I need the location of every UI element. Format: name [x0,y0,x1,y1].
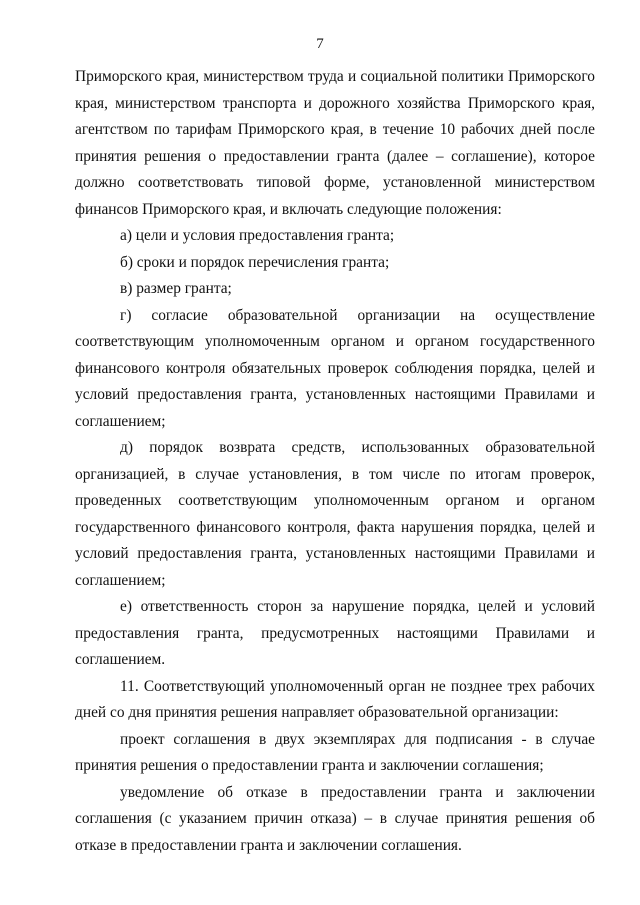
paragraph-11: 11. Соответствующий уполномоченный орган не позднее трех рабочих дней со дня принятия решения направляет образовательной организации: [75,677,595,721]
list-item-d: д) порядок возврата средств, использованных образовательной организацией, в случае установления, в том числе по итогам проверок, проведенных соответствующим уполномоченным органом и органом государственного финансового контроля, факта нарушения порядка, целей и условий предоставления гранта, установленных настоящими Правилами и соглашением; [75,439,595,589]
document-body [75,64,595,859]
list-item-g: г) согласие образовательной организации на осуществление соответствующим уполномоченным органом и органом государственного финансового контроля обязательных проверок соблюдения порядка, целей и условий предоставления гранта, установленных настоящими Правилами и соглашением; [75,306,595,430]
list-item-e: е) ответственность сторон за нарушение порядка, целей и условий предоставления гранта, предусмотренных настоящими Правилами и соглашением. [75,598,595,668]
paragraph-draft-agreement: проект соглашения в двух экземплярах для подписания - в случае принятия решения о предоставлении гранта и заключении соглашения; [75,730,595,774]
paragraph-continuation: Приморского края, министерством труда и социальной политики Приморского края, министерством транспорта и дорожного хозяйства Приморского края, агентством по тарифам Приморского края, в течение 10 рабочих дней после принятия решения о предоставлении гранта (далее – соглашение), которое должно соответствовать типовой форме, установленной министерством финансов Приморского края, и включать следующие положения: [75,68,595,218]
page-number: 7 [316,36,324,52]
list-item-b: б) сроки и порядок перечисления гранта; [120,253,390,271]
list-item-a: а) цели и условия предоставления гранта; [120,227,395,244]
paragraph-refusal-notice: уведомление об отказе в предоставлении гранта и заключении соглашения (с указанием причин отказа) – в случае принятия решения об отказе в предоставлении гранта и заключении соглашения. [75,783,595,854]
list-item-v: в) размер гранта; [120,280,232,297]
